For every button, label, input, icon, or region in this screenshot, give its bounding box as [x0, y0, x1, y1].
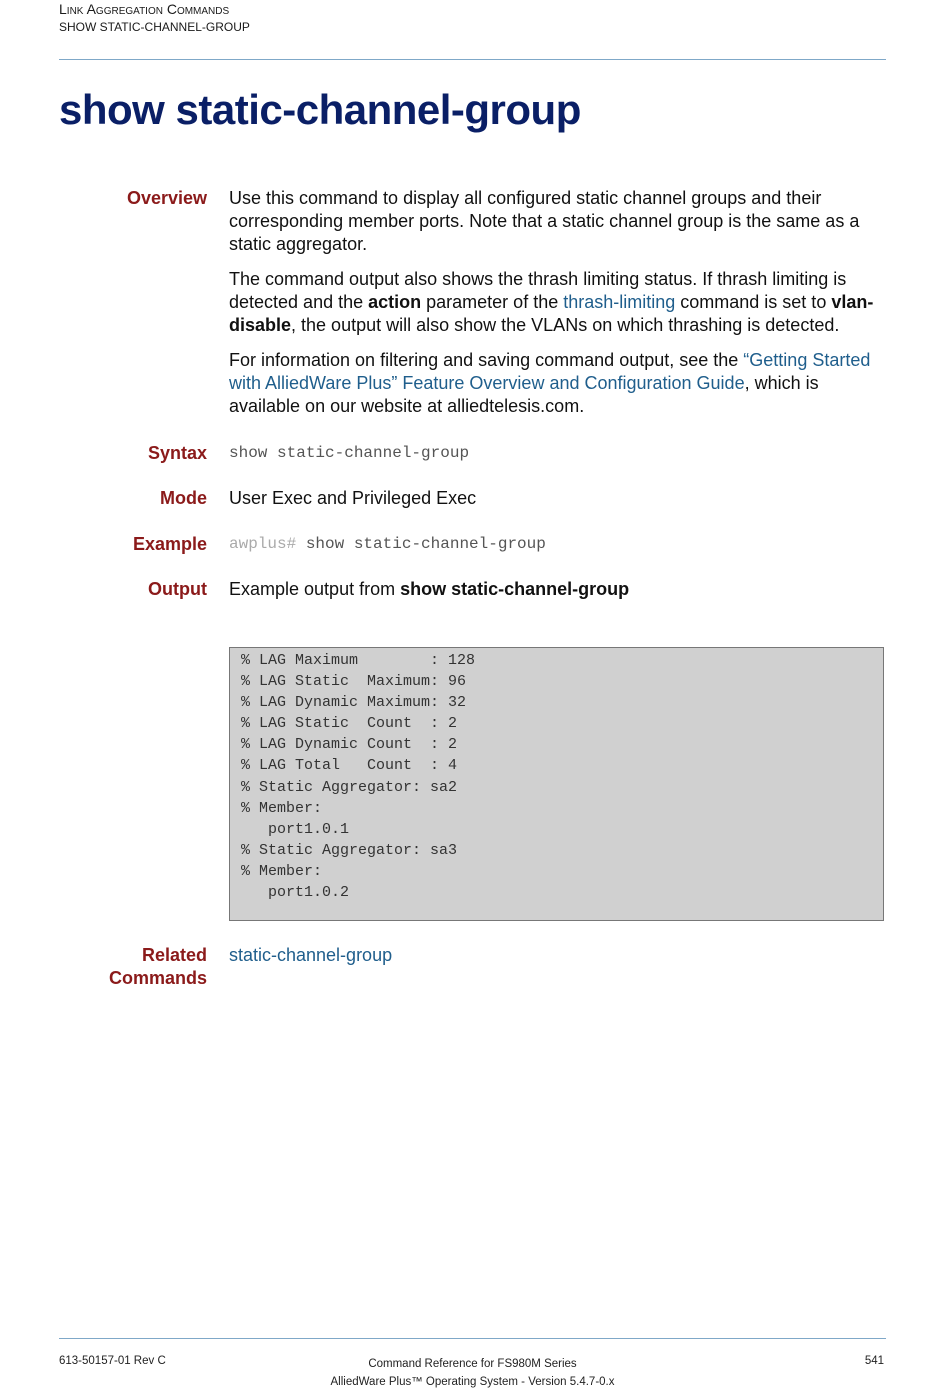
footer-page-number: 541 [864, 1355, 884, 1367]
related-commands-body [229, 944, 889, 967]
overview-paragraph-2 [229, 268, 889, 337]
related-label-line-1: Related [141, 945, 207, 965]
header-subsection: SHOW STATIC-CHANNEL-GROUP [59, 20, 250, 34]
syntax-value: show static-channel-group [229, 444, 470, 462]
running-header [59, 0, 250, 36]
getting-started-guide-link[interactable]: “Getting Started with AlliedWare Plus” Feature Overview and Configuration Guide [229, 350, 871, 393]
output-intro [229, 578, 889, 601]
related-commands-label [109, 944, 207, 990]
text-run: Example output from [229, 579, 401, 599]
static-channel-group-link[interactable]: static-channel-group [229, 945, 393, 965]
page-title: show static-channel-group [59, 86, 581, 133]
bold-command: show static-channel-group [400, 579, 630, 599]
example-label: Example [132, 534, 207, 554]
cli-prompt: awplus# [229, 535, 297, 553]
text-run: The command output also shows the thrash limiting status. If thrash limiting is detected and the [229, 269, 847, 312]
overview-label: Overview [126, 188, 207, 208]
text-run: , the output will also show the VLANs on which thrashing is detected. [291, 315, 840, 335]
footer-doc-number: 613-50157-01 Rev C [59, 1355, 166, 1367]
overview-paragraph-1: Use this command to display all configured static channel groups and their corresponding member ports. Note that a static channel group is the same as a static aggregator. [229, 188, 860, 254]
footer-doc-title: Command Reference for FS980M Series [368, 1358, 577, 1370]
footer-center [300, 1355, 645, 1391]
bold-action: action [368, 292, 422, 312]
output-code-box [229, 647, 884, 921]
overview-paragraph-3 [229, 349, 889, 418]
header-rule [59, 59, 886, 60]
footer-rule [59, 1338, 886, 1339]
overview-body [229, 187, 889, 430]
cli-command: show static-channel-group [296, 535, 546, 553]
footer-os-version: AlliedWare Plus™ Operating System - Version 5.4.7-0.x [330, 1376, 615, 1388]
header-section: Link Aggregation Commands [59, 1, 230, 17]
text-run: For information on filtering and saving command output, see the [229, 350, 744, 370]
bold-vlan-disable: vlan-disable [229, 292, 874, 335]
output-code: % LAG Maximum : 128 % LAG Static Maximum: 96 % LAG Dynamic Maximum: 32 % LAG Static Count : 2 % LAG Dynamic Count : 2 % LAG Total Count : 4 % Static Aggregator: sa2 % Member: port1.0.1 % Static Aggregator: sa3 % Member: port1.0.2 [241, 652, 476, 902]
related-label-line-2: Commands [108, 968, 207, 988]
syntax-label: Syntax [147, 443, 207, 463]
text-run: , which is available on our website at alliedtelesis.com. [229, 373, 819, 416]
example-command [229, 533, 889, 556]
mode-label: Mode [160, 488, 207, 508]
text-run: parameter of the [421, 292, 564, 312]
mode-value: User Exec and Privileged Exec [229, 488, 477, 508]
text-run: command is set to [675, 292, 832, 312]
thrash-limiting-link[interactable]: thrash-limiting [563, 292, 676, 312]
output-label: Output [148, 579, 207, 599]
